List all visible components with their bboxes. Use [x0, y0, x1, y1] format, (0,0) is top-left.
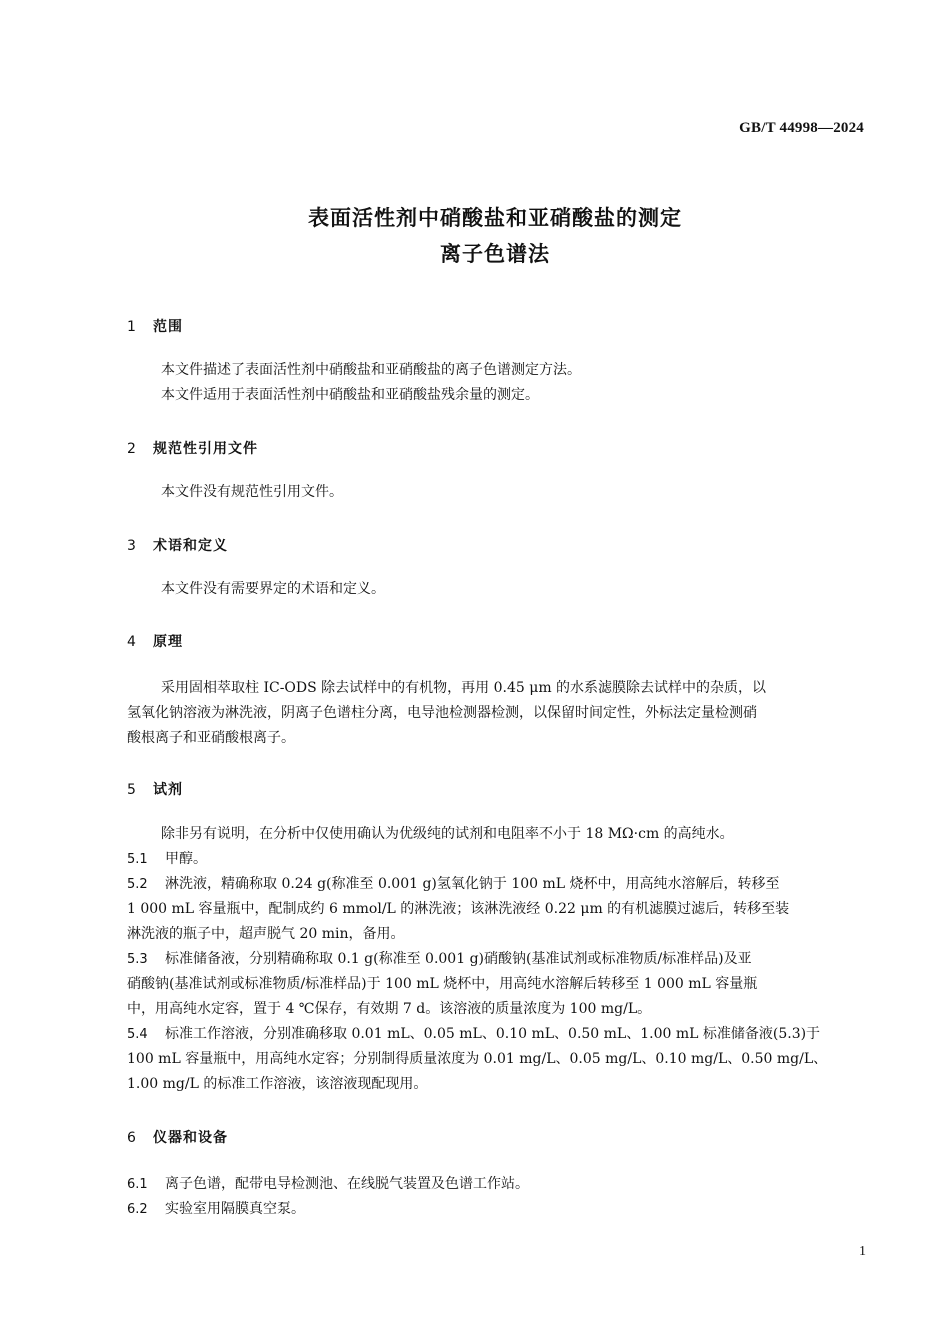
clause-6-1 — [127, 1172, 860, 1197]
section-number: 4 — [127, 634, 137, 650]
paragraph-line: 除非另有说明，在分析中仅使用确认为优级纯的试剂和电阻率不小于 18 MΩ·cm 的高纯水。 — [161, 826, 734, 842]
paragraph-line: 1 000 mL 容量瓶中，配制成约 6 mmol/L 的淋洗液；该淋洗液经 0.22 μm 的有机滤膜过滤后，转移至装 — [127, 901, 790, 917]
clause-number: 6.1 — [127, 1177, 148, 1192]
section-title: 仪器和设备 — [153, 1130, 228, 1146]
clause-5-4 — [127, 1022, 860, 1047]
section-body-scope — [127, 358, 860, 408]
document-title: 表面活性剂中硝酸盐和亚硝酸盐的测定 — [308, 206, 682, 230]
section-title: 试剂 — [153, 782, 183, 798]
paragraph-line: 1.00 mg/L 的标准工作溶液，该溶液现配现用。 — [127, 1076, 428, 1092]
paragraph-line: 本文件描述了表面活性剂中硝酸盐和亚硝酸盐的离子色谱测定方法。 — [161, 362, 581, 378]
section-title: 术语和定义 — [153, 538, 228, 554]
section-title: 范围 — [153, 319, 183, 335]
section-heading-scope — [127, 316, 183, 336]
clause-text: 实验室用隔膜真空泵。 — [165, 1201, 305, 1217]
section-heading-apparatus — [127, 1127, 228, 1147]
clause-6-2 — [127, 1197, 860, 1222]
standard-code: GB/T 44998—2024 — [739, 120, 864, 136]
clause-text: 离子色谱，配带电导检测池、在线脱气装置及色谱工作站。 — [165, 1176, 529, 1192]
section-heading-reagents — [127, 779, 183, 799]
clause-number: 6.2 — [127, 1202, 148, 1217]
paragraph-line: 淋洗液的瓶子中，超声脱气 20 min，备用。 — [127, 926, 405, 942]
section-number: 1 — [127, 319, 137, 335]
clause-5-3 — [127, 947, 860, 972]
section-heading-normative-references — [127, 438, 258, 458]
section-title: 原理 — [153, 634, 183, 650]
clause-number: 5.2 — [127, 877, 148, 892]
section-body-principle — [127, 676, 860, 751]
clause-5-1 — [127, 847, 860, 872]
paragraph-line: 硝酸钠(基准试剂或标准物质/标准样品)于 100 mL 烧杯中，用高纯水溶解后转移至 1 000 mL 容量瓶 — [127, 976, 758, 992]
clause-number: 5.1 — [127, 852, 148, 867]
paragraph-line: 100 mL 容量瓶中，用高纯水定容；分别制得质量浓度为 0.01 mg/L、0.05 mg/L、0.10 mg/L、0.50 mg/L、 — [127, 1051, 828, 1067]
paragraph-line: 本文件没有规范性引用文件。 — [161, 484, 343, 500]
paragraph-line: 中，用高纯水定容，置于 4 ℃保存，有效期 7 d。该溶液的质量浓度为 100 mg/L。 — [127, 1001, 652, 1017]
section-heading-terms — [127, 535, 228, 555]
clause-text: 淋洗液，精确称取 0.24 g(称准至 0.001 g)氢氧化钠于 100 mL 烧杯中，用高纯水溶解后，转移至 — [165, 876, 780, 892]
paragraph-line: 酸根离子和亚硝酸根离子。 — [127, 730, 295, 746]
paragraph-line: 本文件适用于表面活性剂中硝酸盐和亚硝酸盐残余量的测定。 — [161, 387, 539, 403]
section-body-reagents — [127, 822, 860, 1097]
document-subtitle: 离子色谱法 — [440, 242, 550, 266]
paragraph-line: 采用固相萃取柱 IC-ODS 除去试样中的有机物，再用 0.45 μm 的水系滤膜除去试样中的杂质，以 — [161, 680, 767, 696]
section-number: 6 — [127, 1130, 137, 1146]
clause-number: 5.3 — [127, 952, 148, 967]
clause-number: 5.4 — [127, 1027, 148, 1042]
section-number: 2 — [127, 441, 137, 457]
paragraph-line: 本文件没有需要界定的术语和定义。 — [161, 581, 385, 597]
clause-text: 标准储备液，分别精确称取 0.1 g(称准至 0.001 g)硝酸钠(基准试剂或标准物质/标准样品)及亚 — [165, 951, 752, 967]
section-body-terms — [127, 577, 860, 602]
section-title: 规范性引用文件 — [153, 441, 258, 457]
paragraph-line: 氢氧化钠溶液为淋洗液，阴离子色谱柱分离，电导池检测器检测，以保留时间定性，外标法定量检测硝 — [127, 705, 757, 721]
section-number: 5 — [127, 782, 137, 798]
clause-5-2 — [127, 872, 860, 897]
section-body-normative-references — [127, 480, 860, 505]
clause-text: 标准工作溶液，分别准确移取 0.01 mL、0.05 mL、0.10 mL、0.50 mL、1.00 mL 标准储备液(5.3)于 — [165, 1026, 821, 1042]
page-number: 1 — [859, 1244, 866, 1259]
clause-text: 甲醇。 — [165, 851, 207, 867]
section-body-apparatus — [127, 1172, 860, 1222]
section-number: 3 — [127, 538, 137, 554]
section-heading-principle — [127, 631, 183, 651]
